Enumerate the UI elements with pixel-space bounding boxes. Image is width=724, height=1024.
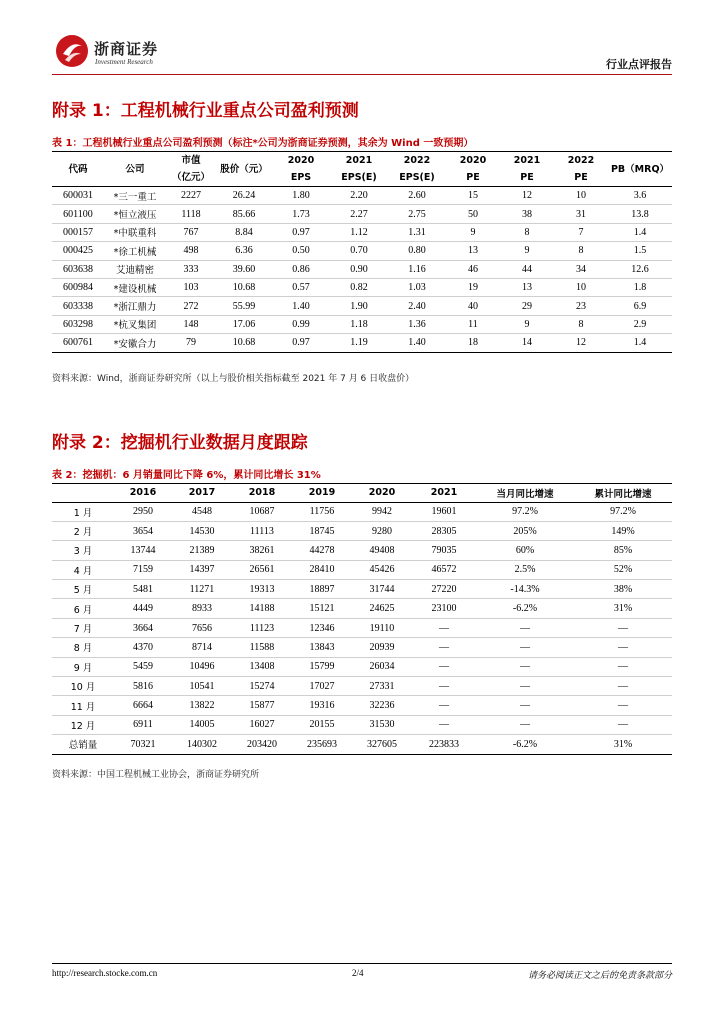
- month-label-cell: 2 月: [52, 521, 114, 540]
- col-header: 当月同比增速: [476, 484, 574, 502]
- table-cell: 38: [500, 205, 554, 223]
- table-cell: 1.31: [388, 223, 446, 241]
- footer-url[interactable]: http://research.stocke.com.cn: [52, 968, 158, 978]
- table-cell: 1.18: [330, 315, 388, 333]
- table-row: [52, 260, 672, 278]
- table-cell: 8: [500, 223, 554, 241]
- table-cell: 15: [446, 187, 500, 205]
- col-header: PB（MRQ）: [608, 152, 672, 187]
- table-cell: 31744: [352, 580, 412, 599]
- table-cell: 6911: [114, 715, 172, 734]
- table-cell: 1.03: [388, 278, 446, 296]
- table-cell: 11588: [232, 638, 292, 657]
- table-cell: 9942: [352, 502, 412, 521]
- table-cell: 3.6: [608, 187, 672, 205]
- table-cell: —: [412, 618, 476, 637]
- table1-header-row: [52, 152, 672, 187]
- table-cell: 235693: [292, 735, 352, 754]
- table-row: [52, 715, 672, 734]
- table-cell: 31530: [352, 715, 412, 734]
- month-label-cell: 9 月: [52, 657, 114, 676]
- table-cell: 5816: [114, 677, 172, 696]
- table-cell: 0.90: [330, 260, 388, 278]
- table-cell: 140302: [172, 735, 232, 754]
- col-header: [52, 484, 114, 502]
- table-cell: 79: [166, 334, 216, 352]
- table-cell: 12.6: [608, 260, 672, 278]
- col-header: 2022 EPS(E): [388, 152, 446, 187]
- table-cell: 498: [166, 242, 216, 260]
- table-cell: 12: [554, 334, 608, 352]
- table-cell: —: [476, 715, 574, 734]
- table-cell: 2.20: [330, 187, 388, 205]
- table-cell: 12: [500, 187, 554, 205]
- month-label-cell: 12 月: [52, 715, 114, 734]
- table-cell: 6.9: [608, 297, 672, 315]
- stock-code-cell: 603338: [52, 297, 104, 315]
- stock-code-cell: 600761: [52, 334, 104, 352]
- table-cell: 7: [554, 223, 608, 241]
- stock-code-cell: 603298: [52, 315, 104, 333]
- table-cell: 28305: [412, 521, 476, 540]
- table-cell: 149%: [574, 521, 672, 540]
- table-cell: 3664: [114, 618, 172, 637]
- table-cell: 1.36: [388, 315, 446, 333]
- company-logo-icon: [55, 34, 89, 68]
- col-header: 2019: [292, 484, 352, 502]
- table-cell: 44278: [292, 541, 352, 560]
- footer-divider: [52, 963, 672, 964]
- table-cell: 8: [554, 315, 608, 333]
- table-cell: 9: [446, 223, 500, 241]
- table-cell: 223833: [412, 735, 476, 754]
- table-cell: 2.9: [608, 315, 672, 333]
- table-cell: 2227: [166, 187, 216, 205]
- table-cell: 1.90: [330, 297, 388, 315]
- table-cell: 85.66: [216, 205, 272, 223]
- month-label-cell: 4 月: [52, 560, 114, 579]
- table-cell: 23: [554, 297, 608, 315]
- table-cell: 8714: [172, 638, 232, 657]
- company-name-cell: *杭叉集团: [104, 315, 166, 333]
- col-header: 累计同比增速: [574, 484, 672, 502]
- col-header: 2020 EPS: [272, 152, 330, 187]
- table-row: [52, 541, 672, 560]
- company-name-cell: *中联重科: [104, 223, 166, 241]
- table-cell: 8933: [172, 599, 232, 618]
- table-cell: 13.8: [608, 205, 672, 223]
- table-cell: 272: [166, 297, 216, 315]
- table-cell: 15274: [232, 677, 292, 696]
- table-row: [52, 638, 672, 657]
- table-cell: 0.70: [330, 242, 388, 260]
- table-cell: 97.2%: [476, 502, 574, 521]
- table-cell: 40: [446, 297, 500, 315]
- table-cell: 11756: [292, 502, 352, 521]
- table-cell: 15121: [292, 599, 352, 618]
- table-cell: 2950: [114, 502, 172, 521]
- table-cell: 15877: [232, 696, 292, 715]
- table-cell: 767: [166, 223, 216, 241]
- table-cell: 31%: [574, 735, 672, 754]
- month-label-cell: 3 月: [52, 541, 114, 560]
- table-cell: -6.2%: [476, 735, 574, 754]
- table-cell: —: [412, 677, 476, 696]
- table-cell: —: [574, 677, 672, 696]
- table-cell: 26.24: [216, 187, 272, 205]
- stock-code-cell: 000157: [52, 223, 104, 241]
- table-cell: 333: [166, 260, 216, 278]
- col-header: 2016: [114, 484, 172, 502]
- table-cell: —: [476, 696, 574, 715]
- table-cell: 85%: [574, 541, 672, 560]
- table-cell: 38261: [232, 541, 292, 560]
- table1-source: 资料来源：Wind，浙商证券研究所（以上与股价相关指标截至 2021 年 7 月 6 日收盘价）: [52, 374, 415, 384]
- table-cell: 11113: [232, 521, 292, 540]
- table-cell: 16027: [232, 715, 292, 734]
- table-cell: 0.57: [272, 278, 330, 296]
- table-cell: 6664: [114, 696, 172, 715]
- table-cell: 203420: [232, 735, 292, 754]
- table-row: [52, 334, 672, 352]
- table-cell: 9: [500, 315, 554, 333]
- section1-title: 附录 1：工程机械行业重点公司盈利预测: [52, 101, 359, 121]
- table-row: [52, 242, 672, 260]
- table-cell: 1.5: [608, 242, 672, 260]
- table-cell: 13: [500, 278, 554, 296]
- table-cell: 0.50: [272, 242, 330, 260]
- company-name-cell: *建设机械: [104, 278, 166, 296]
- month-label-cell: 7 月: [52, 618, 114, 637]
- section2-title: 附录 2：挖掘机行业数据月度跟踪: [52, 433, 308, 453]
- col-header: 2021 EPS(E): [330, 152, 388, 187]
- table-cell: 148: [166, 315, 216, 333]
- table-row: [52, 278, 672, 296]
- company-name-cell: *安徽合力: [104, 334, 166, 352]
- table-row: [52, 223, 672, 241]
- table-cell: —: [476, 677, 574, 696]
- col-header: 市值 （亿元）: [166, 152, 216, 187]
- table-cell: 11: [446, 315, 500, 333]
- table-cell: —: [476, 618, 574, 637]
- table-cell: 15799: [292, 657, 352, 676]
- table-cell: 10: [554, 278, 608, 296]
- month-label-cell: 10 月: [52, 677, 114, 696]
- table-cell: 55.99: [216, 297, 272, 315]
- table-cell: —: [412, 657, 476, 676]
- table-cell: 0.80: [388, 242, 446, 260]
- table-cell: 34: [554, 260, 608, 278]
- table-cell: 13: [446, 242, 500, 260]
- table-cell: 10.68: [216, 334, 272, 352]
- table-cell: 3654: [114, 521, 172, 540]
- table-cell: —: [574, 715, 672, 734]
- table-row: [52, 521, 672, 540]
- month-label-cell: 6 月: [52, 599, 114, 618]
- company-name-cell: 艾迪精密: [104, 260, 166, 278]
- col-header: 2020: [352, 484, 412, 502]
- table-cell: 39.60: [216, 260, 272, 278]
- table-cell: —: [574, 657, 672, 676]
- table-cell: 0.99: [272, 315, 330, 333]
- table-row: [52, 677, 672, 696]
- table-cell: 6.36: [216, 242, 272, 260]
- table-cell: 26034: [352, 657, 412, 676]
- table-cell: 4449: [114, 599, 172, 618]
- table-cell: 14005: [172, 715, 232, 734]
- table-cell: 205%: [476, 521, 574, 540]
- table-cell: 1.40: [272, 297, 330, 315]
- table-row: [52, 205, 672, 223]
- table-row: [52, 580, 672, 599]
- table-cell: 49408: [352, 541, 412, 560]
- table-cell: 2.75: [388, 205, 446, 223]
- logo-subtitle: Investment Research: [95, 58, 153, 66]
- company-name-cell: *浙江鼎力: [104, 297, 166, 315]
- table-cell: 7656: [172, 618, 232, 637]
- table-cell: 18745: [292, 521, 352, 540]
- header-divider: [52, 74, 672, 75]
- table-cell: 17.06: [216, 315, 272, 333]
- page-number: 2/4: [352, 968, 364, 978]
- table-cell: 2.5%: [476, 560, 574, 579]
- stock-code-cell: 600984: [52, 278, 104, 296]
- table-cell: 19316: [292, 696, 352, 715]
- table-cell: 0.97: [272, 223, 330, 241]
- table-cell: 31: [554, 205, 608, 223]
- table-cell: 19: [446, 278, 500, 296]
- stock-code-cell: 603638: [52, 260, 104, 278]
- table-cell: 28410: [292, 560, 352, 579]
- table-cell: 19110: [352, 618, 412, 637]
- company-name-cell: *三一重工: [104, 187, 166, 205]
- table-cell: 60%: [476, 541, 574, 560]
- table-cell: 27331: [352, 677, 412, 696]
- month-label-cell: 8 月: [52, 638, 114, 657]
- table-row: [52, 560, 672, 579]
- table-cell: 19601: [412, 502, 476, 521]
- table-row: [52, 502, 672, 521]
- table-cell: 1.73: [272, 205, 330, 223]
- table-cell: 0.86: [272, 260, 330, 278]
- table-cell: 2.40: [388, 297, 446, 315]
- table-cell: 10541: [172, 677, 232, 696]
- table-cell: 38%: [574, 580, 672, 599]
- table2-source: 资料来源：中国工程机械工业协会，浙商证券研究所: [52, 770, 260, 780]
- profit-forecast-table: [52, 152, 672, 353]
- table-cell: 9280: [352, 521, 412, 540]
- month-label-cell: 11 月: [52, 696, 114, 715]
- table-cell: 327605: [352, 735, 412, 754]
- table2-header-row: [52, 484, 672, 502]
- table-cell: 4370: [114, 638, 172, 657]
- table-cell: 10687: [232, 502, 292, 521]
- table-cell: 1.19: [330, 334, 388, 352]
- table-cell: 20939: [352, 638, 412, 657]
- month-label-cell: 1 月: [52, 502, 114, 521]
- month-label-cell: 5 月: [52, 580, 114, 599]
- col-header: 2021 PE: [500, 152, 554, 187]
- table-cell: 10496: [172, 657, 232, 676]
- table-cell: —: [574, 696, 672, 715]
- col-header: 2020 PE: [446, 152, 500, 187]
- table-row: [52, 657, 672, 676]
- table-cell: —: [412, 715, 476, 734]
- table1-caption: 表 1：工程机械行业重点公司盈利预测（标注*公司为浙商证券预测，其余为 Wind 一致预期）: [52, 138, 474, 149]
- table-cell: 1118: [166, 205, 216, 223]
- table-row: [52, 696, 672, 715]
- table-cell: 14: [500, 334, 554, 352]
- table-cell: 14530: [172, 521, 232, 540]
- table-cell: 18897: [292, 580, 352, 599]
- col-header: 2017: [172, 484, 232, 502]
- table-cell: 1.4: [608, 223, 672, 241]
- table-cell: 1.12: [330, 223, 388, 241]
- table-cell: 23100: [412, 599, 476, 618]
- stock-code-cell: 600031: [52, 187, 104, 205]
- table-cell: 10: [554, 187, 608, 205]
- table-cell: 26561: [232, 560, 292, 579]
- table-cell: 50: [446, 205, 500, 223]
- table-cell: 1.4: [608, 334, 672, 352]
- table-cell: 2.27: [330, 205, 388, 223]
- table-cell: 5459: [114, 657, 172, 676]
- table-cell: 21389: [172, 541, 232, 560]
- table-row: [52, 618, 672, 637]
- table-cell: 1.8: [608, 278, 672, 296]
- table-cell: 46: [446, 260, 500, 278]
- table-cell: 13843: [292, 638, 352, 657]
- table-row: [52, 187, 672, 205]
- table-cell: 31%: [574, 599, 672, 618]
- table-cell: 2.60: [388, 187, 446, 205]
- table-cell: 7159: [114, 560, 172, 579]
- table-cell: 14188: [232, 599, 292, 618]
- table-cell: 11123: [232, 618, 292, 637]
- col-header: 代码: [52, 152, 104, 187]
- table-cell: 97.2%: [574, 502, 672, 521]
- excavator-sales-table: [52, 484, 672, 755]
- table-cell: 12346: [292, 618, 352, 637]
- table-cell: -14.3%: [476, 580, 574, 599]
- table-row: [52, 297, 672, 315]
- table-row: [52, 315, 672, 333]
- col-header: 2018: [232, 484, 292, 502]
- table-cell: 103: [166, 278, 216, 296]
- table-cell: 18: [446, 334, 500, 352]
- table-cell: 29: [500, 297, 554, 315]
- table-cell: —: [574, 638, 672, 657]
- stock-code-cell: 601100: [52, 205, 104, 223]
- table-cell: 13822: [172, 696, 232, 715]
- table-cell: 8: [554, 242, 608, 260]
- table-cell: 17027: [292, 677, 352, 696]
- table-cell: 79035: [412, 541, 476, 560]
- table-cell: 45426: [352, 560, 412, 579]
- table-cell: —: [574, 618, 672, 637]
- col-header: 公司: [104, 152, 166, 187]
- table-cell: 10.68: [216, 278, 272, 296]
- table-cell: 27220: [412, 580, 476, 599]
- table-cell: 1.16: [388, 260, 446, 278]
- col-header: 2021: [412, 484, 476, 502]
- table-cell: 24625: [352, 599, 412, 618]
- report-type: 行业点评报告: [606, 58, 672, 71]
- table-cell: -6.2%: [476, 599, 574, 618]
- table-cell: 13744: [114, 541, 172, 560]
- table-cell: 70321: [114, 735, 172, 754]
- company-name-cell: *徐工机械: [104, 242, 166, 260]
- table-cell: 0.82: [330, 278, 388, 296]
- company-name-cell: *恒立液压: [104, 205, 166, 223]
- col-header: 股价（元）: [216, 152, 272, 187]
- table-cell: 11271: [172, 580, 232, 599]
- table-cell: 19313: [232, 580, 292, 599]
- table-cell: —: [476, 638, 574, 657]
- table-cell: 13408: [232, 657, 292, 676]
- col-header: 2022 PE: [554, 152, 608, 187]
- table-cell: 4548: [172, 502, 232, 521]
- footer-disclaimer: 请务必阅读正文之后的免责条款部分: [527, 971, 672, 981]
- table-cell: 1.80: [272, 187, 330, 205]
- table-cell: 46572: [412, 560, 476, 579]
- table-cell: 0.97: [272, 334, 330, 352]
- table-cell: 8.84: [216, 223, 272, 241]
- table-cell: 52%: [574, 560, 672, 579]
- table-cell: —: [412, 696, 476, 715]
- month-label-cell: 总销量: [52, 735, 114, 754]
- table-cell: 44: [500, 260, 554, 278]
- table-row: [52, 735, 672, 754]
- table-cell: 32236: [352, 696, 412, 715]
- table-row: [52, 599, 672, 618]
- table-cell: —: [476, 657, 574, 676]
- table-cell: 9: [500, 242, 554, 260]
- table-cell: 14397: [172, 560, 232, 579]
- table-cell: 1.40: [388, 334, 446, 352]
- table-cell: 20155: [292, 715, 352, 734]
- table2-caption: 表 2：挖掘机：6 月销量同比下降 6%，累计同比增长 31%: [52, 470, 321, 481]
- table-cell: —: [412, 638, 476, 657]
- table-cell: 5481: [114, 580, 172, 599]
- stock-code-cell: 000425: [52, 242, 104, 260]
- logo-text: 浙商证券: [94, 40, 159, 58]
